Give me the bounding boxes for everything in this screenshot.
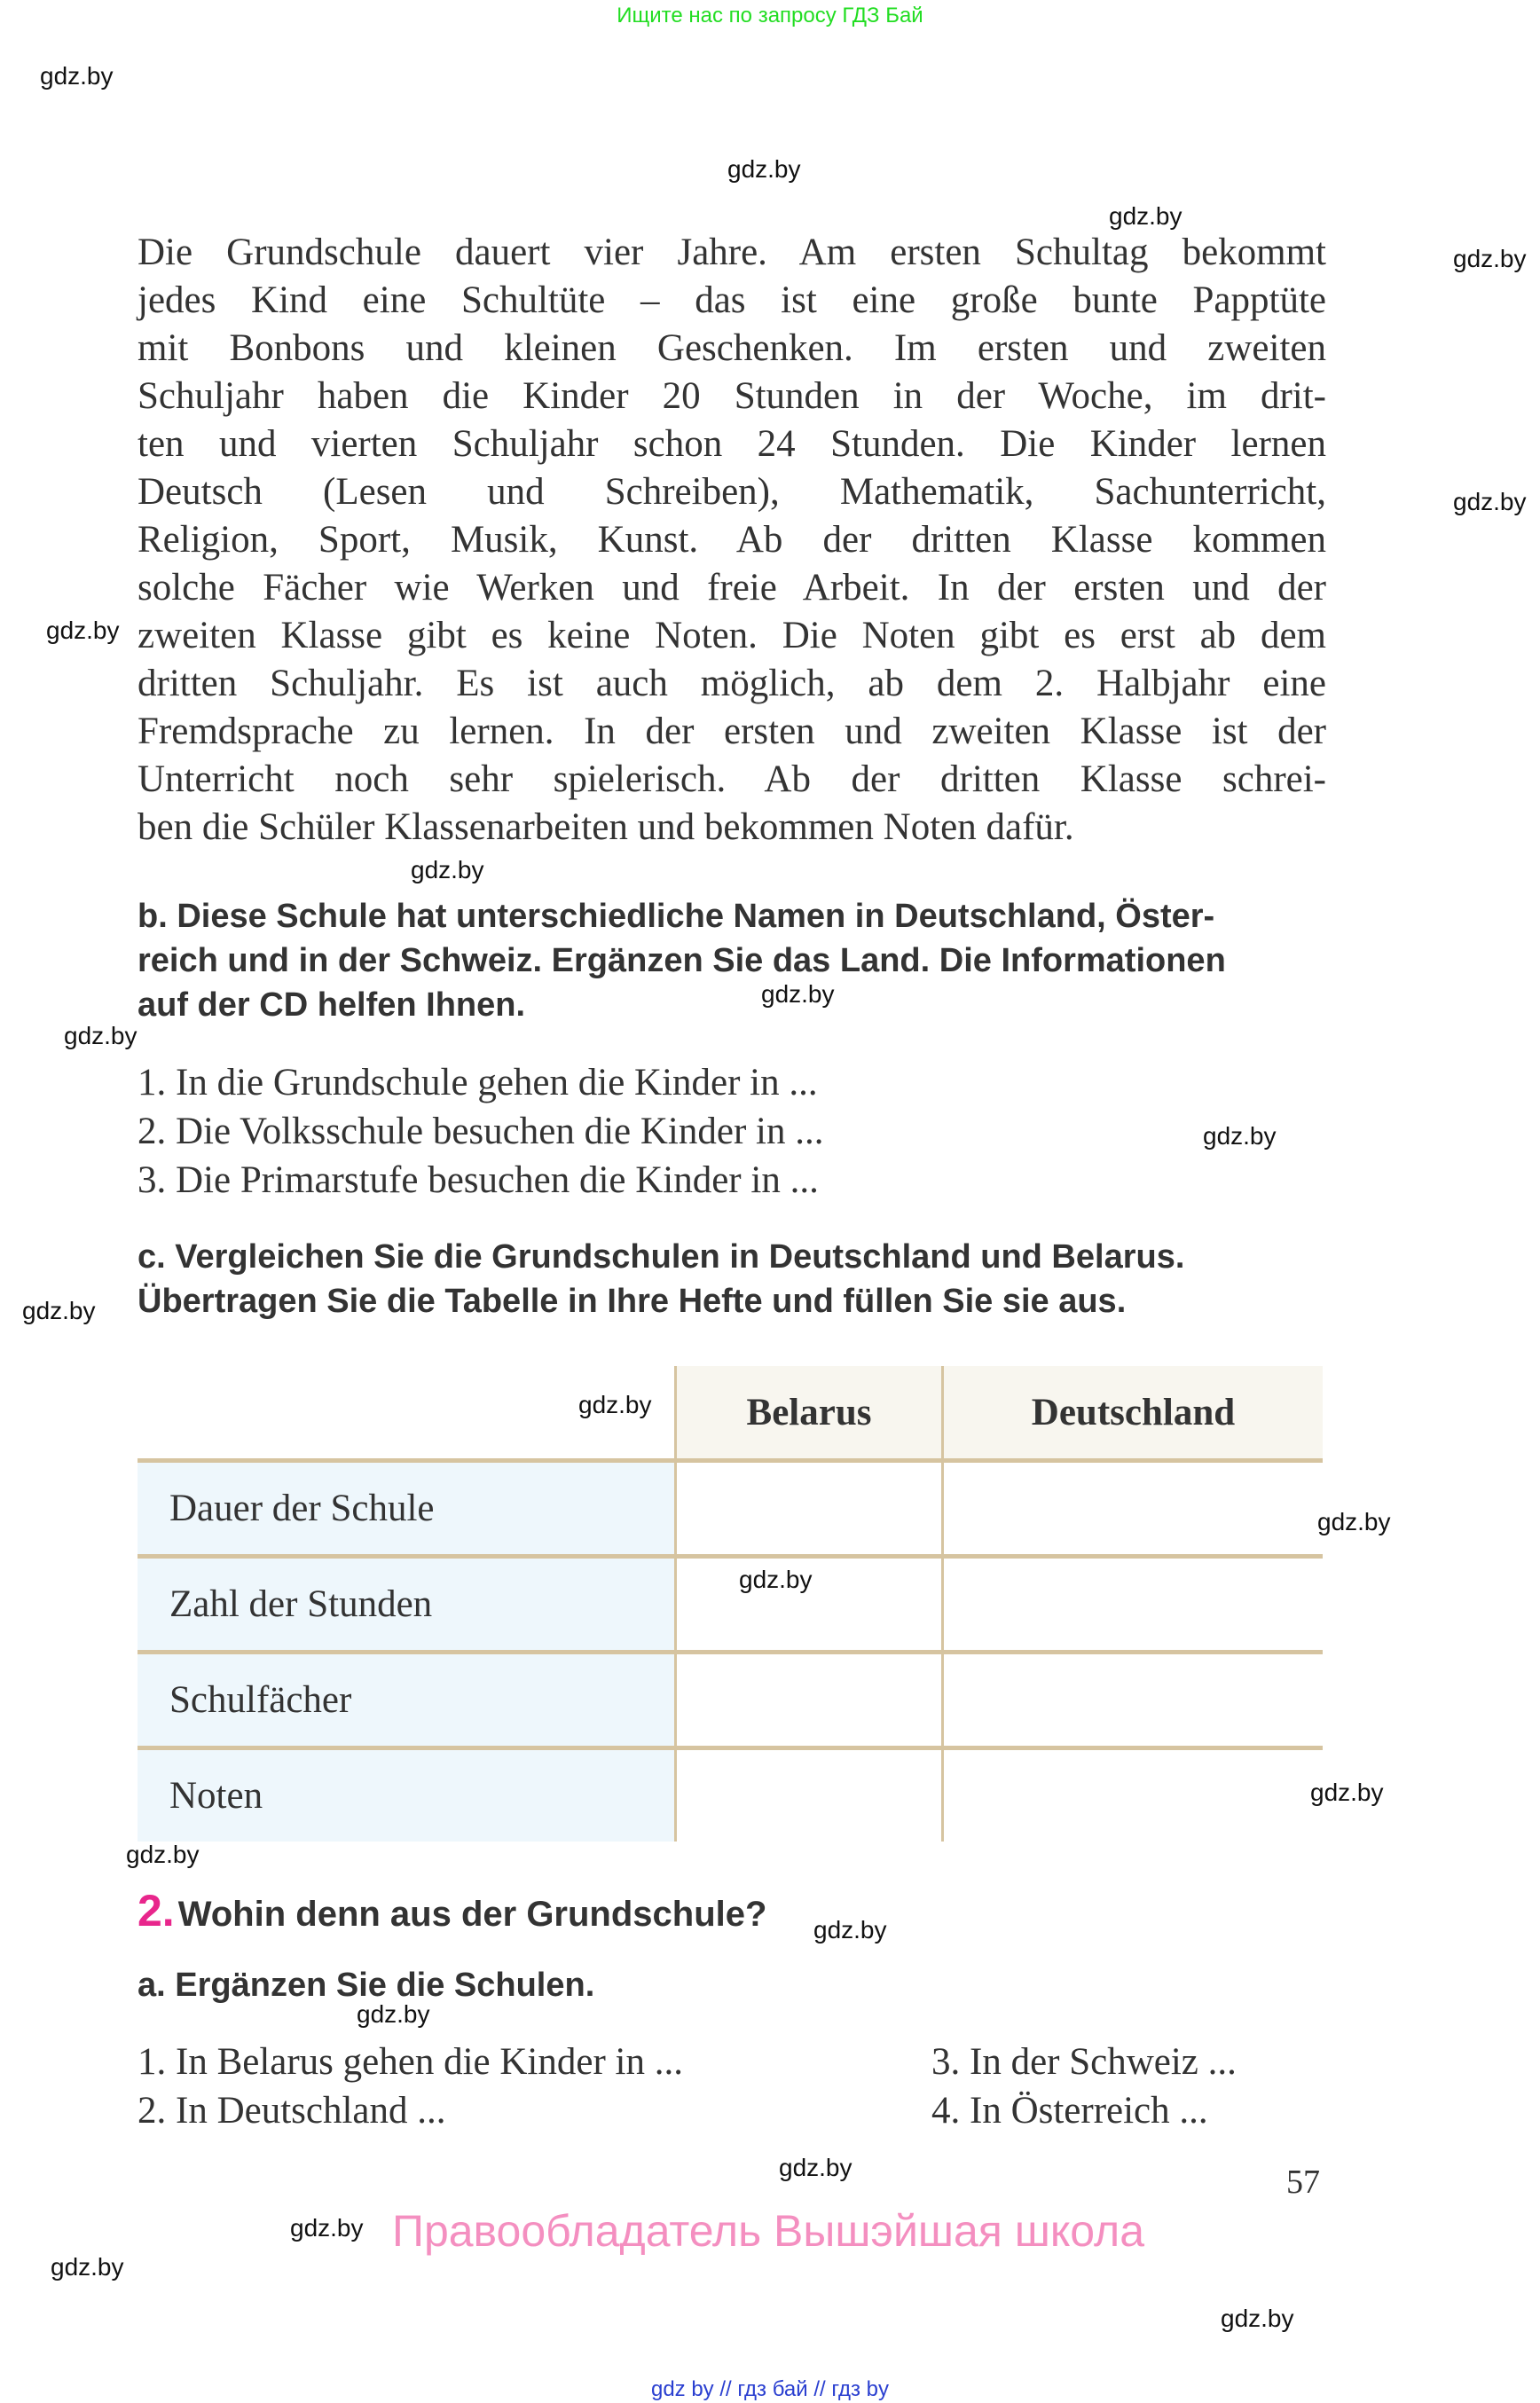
paragraph-line: Fremdsprache zu lernen. In der ersten und zweiten Klasse ist der [138, 711, 1326, 752]
table-row [138, 1557, 1323, 1653]
task-b-line: b. Diese Schule hat unterschiedliche Namen in Deutschland, Öster- [138, 898, 1215, 935]
watermark: gdz.by [1453, 488, 1527, 515]
paragraph-line: ben die Schüler Klassenarbeiten und bekommen Noten dafür. [138, 806, 1074, 848]
table-header-deutschland: Deutschland [943, 1366, 1324, 1461]
table-row [138, 1748, 1323, 1842]
task-b-instruction [138, 894, 1326, 1027]
watermark: gdz.by [40, 62, 114, 90]
watermark: gdz.by [1221, 2305, 1294, 2332]
paragraph-line: solche Fächer wie Werken und freie Arbeit. In der ersten und der [138, 567, 1326, 609]
task-b-list [138, 1058, 823, 1205]
watermark: gdz.by [1203, 1122, 1277, 1150]
exercise-2-task-a: a. Ergänzen Sie die Schulen. [138, 1967, 595, 2004]
watermark: gdz.by [739, 1566, 813, 1593]
paragraph-line: dritten Schuljahr. Es ist auch möglich, ab dem 2. Halbjahr eine [138, 663, 1326, 704]
table-row [138, 1461, 1323, 1557]
exercise-2-heading [138, 1885, 766, 1936]
paragraph-line: zweiten Klasse gibt es keine Noten. Die Noten gibt es erst ab dem [138, 615, 1326, 656]
paragraph-line: mit Bonbons und kleinen Geschenken. Im ersten und zweiten [138, 327, 1326, 369]
cell-belarus [676, 1461, 943, 1557]
exercise-2-list-right [931, 2038, 1237, 2135]
watermark: gdz.by [22, 1297, 96, 1324]
table-row [138, 1653, 1323, 1748]
paragraph-line: jedes Kind eine Schultüte – das ist eine große bunte Papptüte [138, 279, 1326, 321]
list-item: 2. In Deutschland ... [138, 2090, 446, 2132]
exercise-title: Wohin denn aus der Grundschule? [177, 1895, 767, 1934]
task-c-instruction [138, 1235, 1326, 1323]
watermark: gdz.by [290, 2214, 364, 2242]
paragraph-line: Die Grundschule dauert vier Jahre. Am ersten Schultag bekommt [138, 232, 1326, 273]
row-label-stunden: Zahl der Stunden [138, 1557, 676, 1653]
table-header-belarus: Belarus [676, 1366, 943, 1461]
reading-paragraph [138, 229, 1326, 852]
watermark: gdz.by [813, 1916, 887, 1944]
watermark: gdz.by [126, 1841, 200, 1868]
task-b-line: auf der CD helfen Ihnen. [138, 986, 526, 1024]
list-item: 3. Die Primarstufe besuchen die Kinder in ... [138, 1159, 819, 1201]
top-banner: Ищите нас по запросу ГДЗ Бай [617, 4, 923, 27]
watermark: gdz.by [51, 2253, 124, 2281]
paragraph-line: Religion, Sport, Musik, Kunst. Ab der dritten Klasse kommen [138, 519, 1326, 561]
task-c-line: c. Vergleichen Sie die Grundschulen in Deutschland und Belarus. [138, 1238, 1185, 1276]
table-header-row [138, 1366, 1323, 1461]
paragraph-line: ten und vierten Schuljahr schon 24 Stunden. Die Kinder lernen [138, 423, 1326, 465]
watermark: gdz.by [761, 980, 835, 1008]
task-b-line: reich und in der Schweiz. Ergänzen Sie das Land. Die Informationen [138, 942, 1226, 979]
watermark: gdz.by [64, 1022, 138, 1049]
watermark: gdz.by [727, 155, 801, 183]
task-c-line: Übertragen Sie die Tabelle in Ihre Hefte und füllen Sie sie aus. [138, 1283, 1127, 1320]
cell-deutschland [943, 1557, 1324, 1653]
row-label-dauer: Dauer der Schule [138, 1461, 676, 1557]
cell-deutschland [943, 1461, 1324, 1557]
page-number: 57 [1286, 2163, 1320, 2201]
list-item: 1. In Belarus gehen die Kinder in ... [138, 2041, 683, 2083]
paragraph-line: Schuljahr haben die Kinder 20 Stunden in der Woche, im drit- [138, 375, 1326, 417]
list-item: 2. Die Volksschule besuchen die Kinder in ... [138, 1111, 824, 1152]
watermark: gdz.by [578, 1391, 652, 1418]
comparison-table [138, 1366, 1323, 1842]
list-item: 4. In Österreich ... [931, 2090, 1208, 2132]
watermark: gdz.by [1453, 245, 1527, 272]
watermark: gdz.by [357, 2000, 430, 2028]
row-label-noten: Noten [138, 1748, 676, 1842]
list-item: 3. In der Schweiz ... [931, 2041, 1237, 2083]
paragraph-line: Deutsch (Lesen und Schreiben), Mathematik, Sachunterricht, [138, 471, 1326, 513]
exercise-number: 2. [138, 1886, 175, 1936]
footer-links[interactable]: gdz by // гдз бай // гдз by [650, 2377, 890, 2401]
row-label-schulfaecher: Schulfächer [138, 1653, 676, 1748]
watermark: gdz.by [1317, 1508, 1391, 1535]
list-item: 1. In die Grundschule gehen die Kinder in ... [138, 1062, 818, 1103]
cell-belarus [676, 1748, 943, 1842]
watermark: gdz.by [779, 2154, 852, 2181]
copyright-notice: Правообладатель Вышэйшая школа [392, 2206, 1144, 2256]
watermark: gdz.by [1109, 202, 1182, 230]
watermark: gdz.by [1310, 1779, 1384, 1806]
watermark: gdz.by [46, 616, 120, 644]
cell-deutschland [943, 1748, 1324, 1842]
cell-belarus [676, 1653, 943, 1748]
cell-deutschland [943, 1653, 1324, 1748]
watermark: gdz.by [411, 856, 484, 883]
paragraph-line: Unterricht noch sehr spielerisch. Ab der dritten Klasse schrei- [138, 758, 1326, 800]
exercise-2-list-left [138, 2038, 683, 2135]
